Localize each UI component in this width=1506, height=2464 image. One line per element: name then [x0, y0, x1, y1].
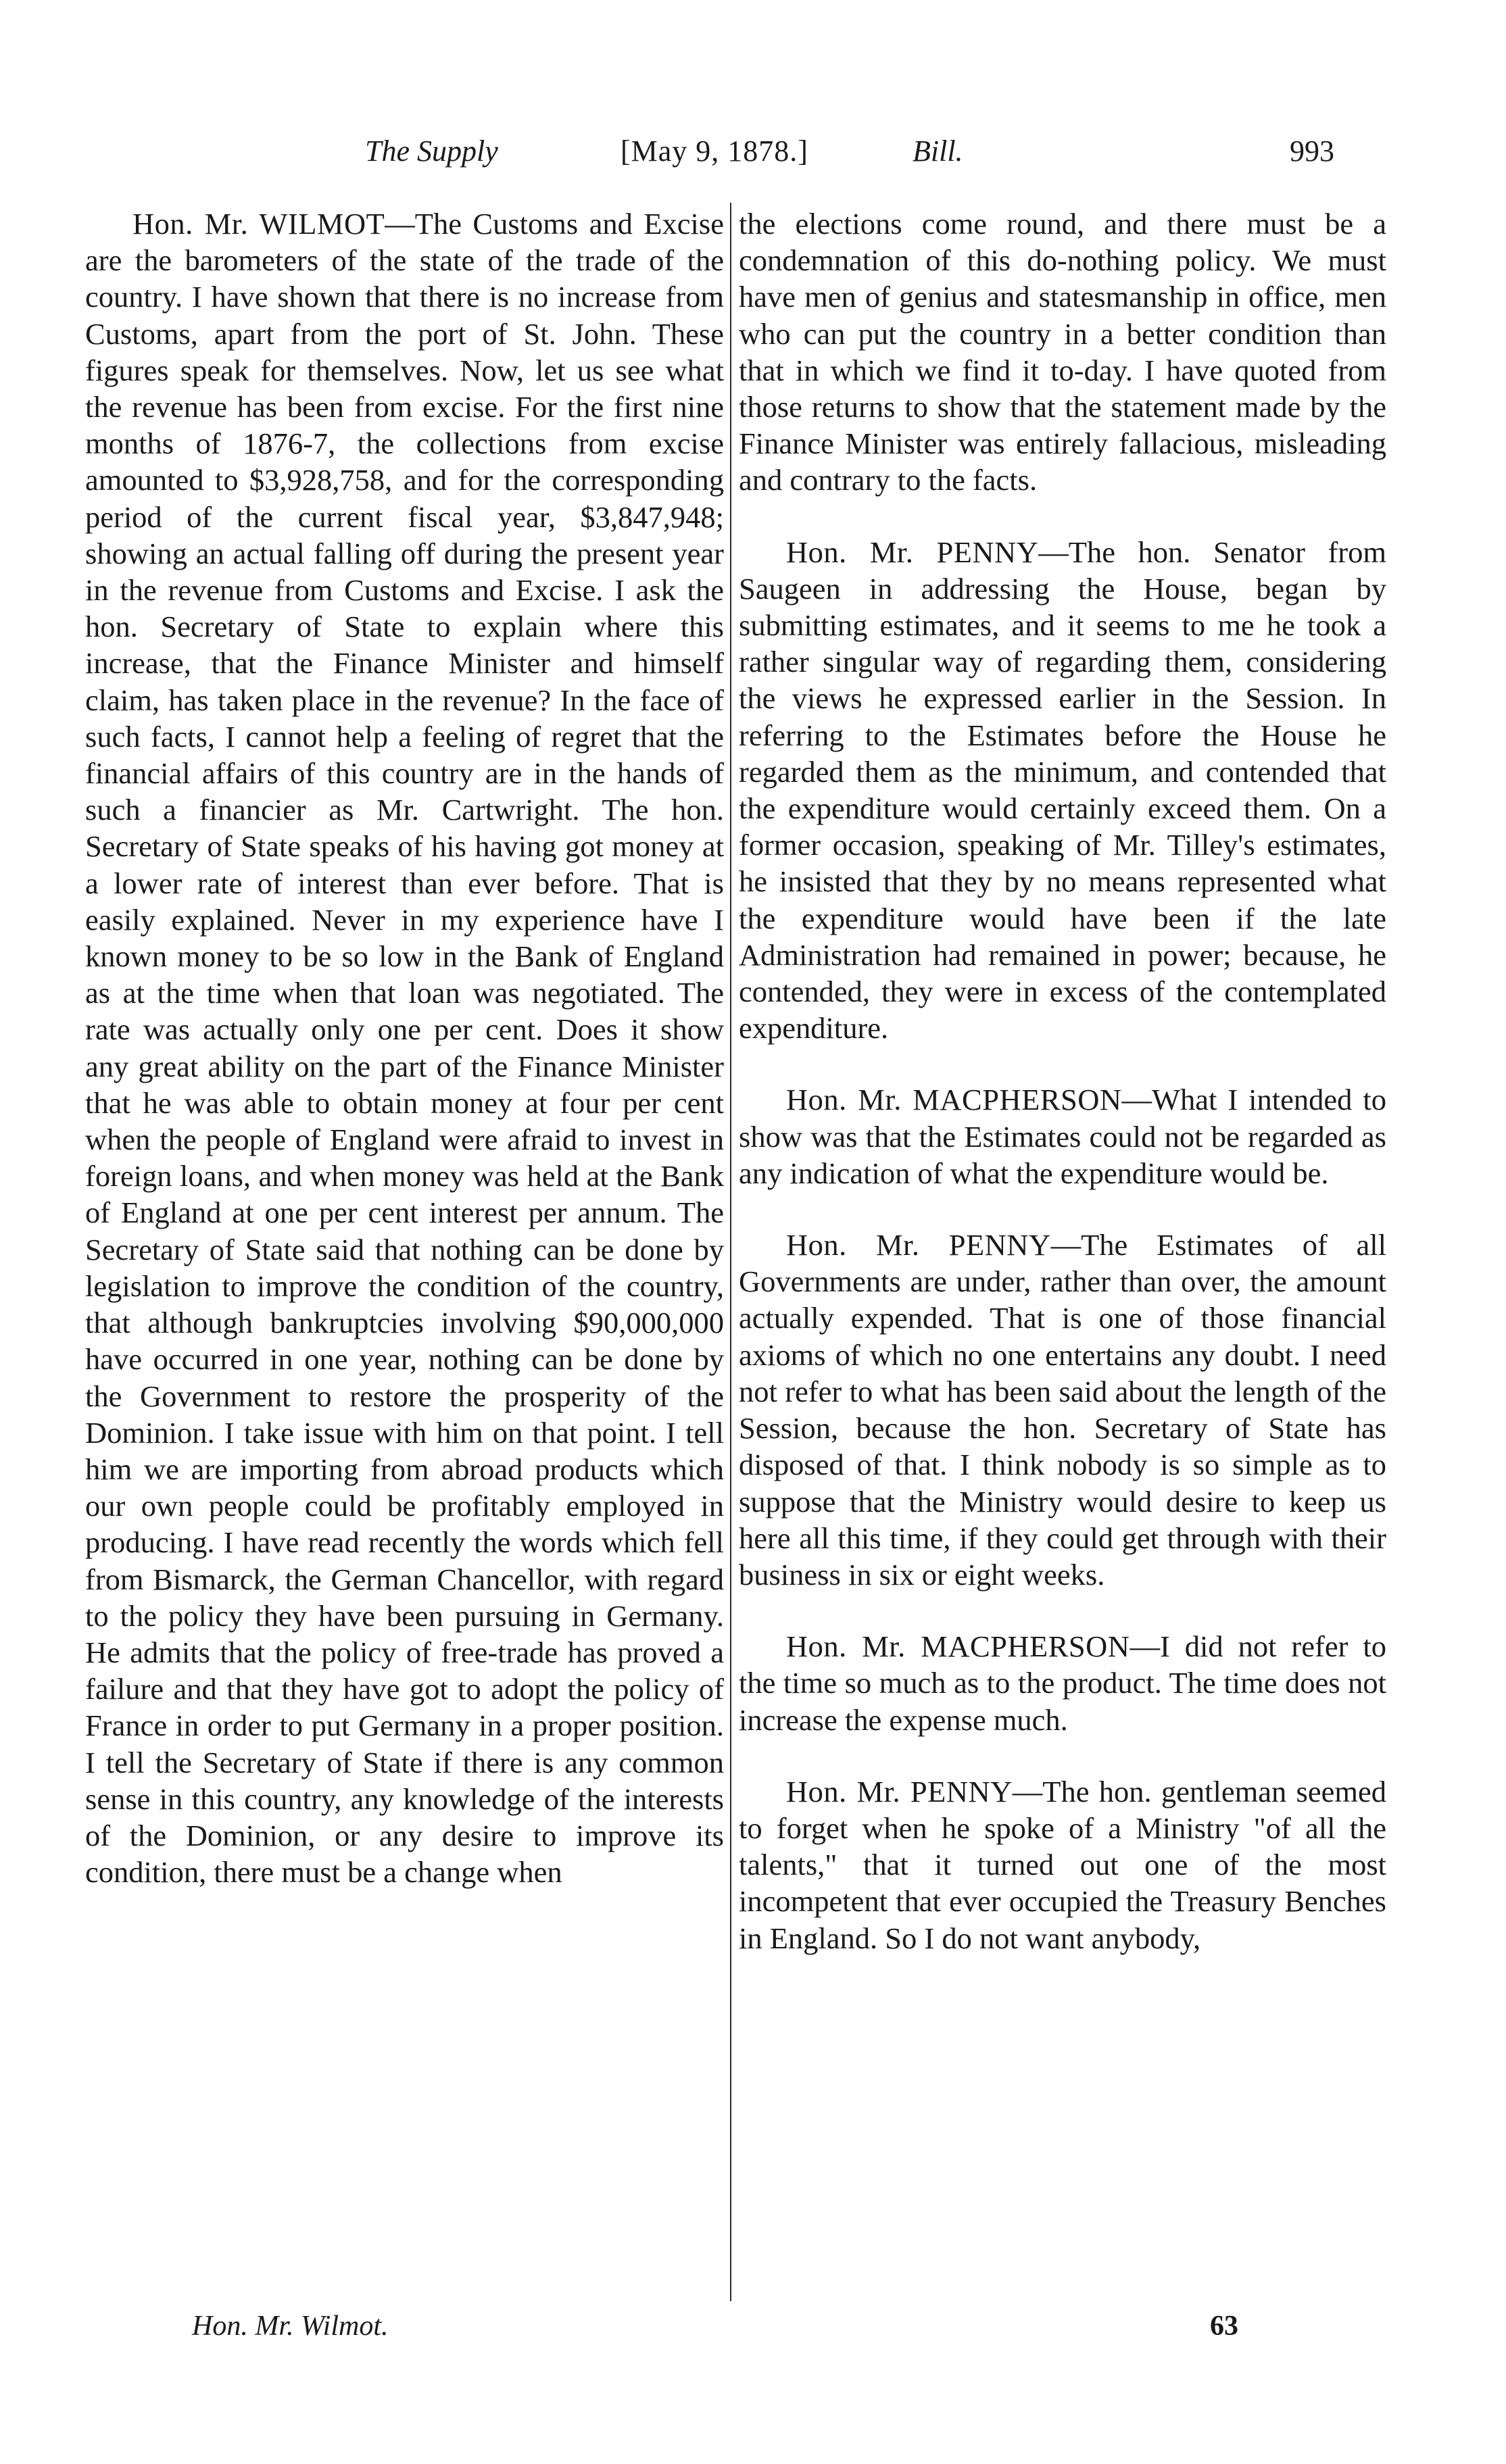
speech-paragraph	[739, 1773, 1386, 1956]
speech-text: —The hon. Senator from Saugeen in addressing the House, began by submitting estimates, and it seems to me he took a rather singular way of regarding them, considering the views he expressed earlier in the Session. In referring to the Estimates before the House he regarded them as the minimum, and contended that the expenditure would certainly exceed them. On a former occasion, speaking of Mr. Tilley's estimates, he insisted that they by no means represented what the expenditure would have been if the late Administration had remained in power; because, he contended, they were in excess of the contemplated expenditure.	[739, 535, 1386, 1045]
speech-text: —The Estimates of all Governments are under, rather than over, the amount actually expended. That is one of those financial axioms of which no one entertains any doubt. I need not refer to what has been said about the length of the Session, because the hon. Secretary of State has disposed of that. I think nobody is so simple as to suppose that the Ministry would desire to keep us here all this time, if they could get through with their business in six or eight weeks.	[739, 1228, 1386, 1592]
speaker-name: Hon. Mr. MACPHERSON	[786, 1629, 1130, 1664]
speech-text: the elections come round, and there must be a condemnation of this do-nothing policy. We must have men of genius and statesmanship in office, men who can put the country in a better condition than that in which we find it to-day. I have quoted from those returns to show that the statement made by the Finance Minister was entirely fallacious, misleading and contrary to the facts.	[739, 207, 1386, 497]
header-date: [May 9, 1878.]	[621, 134, 808, 168]
speech-paragraph-continued	[739, 205, 1386, 499]
speaker-name: Hon. Mr. PENNY	[786, 535, 1039, 569]
left-column	[85, 205, 724, 1890]
page-number: 993	[1290, 134, 1334, 168]
speech-text: —The hon. gentleman seemed to forget when he spoke of a Ministry "of all the talents," that it turned out one of the most incompetent that ever occupied the Treasury Benches in England. So I do not want anybody,	[739, 1774, 1386, 1955]
speaker-name: Hon. Mr. MACPHERSON	[786, 1083, 1122, 1117]
right-column	[739, 205, 1386, 1956]
signature-mark: 63	[1210, 2311, 1238, 2342]
speech-paragraph	[739, 1081, 1386, 1191]
running-header	[0, 134, 1506, 174]
speech-paragraph	[739, 1227, 1386, 1593]
speaker-name: Hon. Mr. PENNY	[786, 1228, 1051, 1262]
header-title-right: Bill.	[913, 134, 963, 168]
column-divider	[730, 203, 731, 2301]
speech-text: —I did not refer to the time so much as to the product. The time does not increase the expense much.	[739, 1629, 1386, 1737]
speech-paragraph	[739, 534, 1386, 1047]
speaker-name: Hon. Mr. WILMOT	[132, 207, 385, 241]
speech-paragraph	[85, 205, 724, 1890]
catchword: Hon. Mr. Wilmot.	[192, 2311, 389, 2342]
speech-paragraph	[739, 1628, 1386, 1738]
speech-text: —What I intended to show was that the Estimates could not be regarded as any indication of what the expenditure would be.	[739, 1083, 1386, 1190]
speaker-name: Hon. Mr. PENNY	[786, 1774, 1013, 1808]
speech-text: —The Customs and Excise are the barometers of the state of the trade of the country. I have shown that there is no increase from Customs, apart from the port of St. John. These figures speak for themselves. Now, let us see what the revenue has been from excise. For the first nine months of 1876-7, the collections from excise amounted to $3,928,758, and for the corresponding period of the current fiscal year, $3,847,948; showing an actual falling off during the present year in the revenue from Customs and Excise. I ask the hon. Secretary of State to explain where this increase, that the Finance Minister and himself claim, has taken place in the revenue? In the face of such facts, I cannot help a feeling of regret that the financial affairs of this country are in the hands of such a financier as Mr. Cartwright. The hon. Secretary of State speaks of his having got money at a lower rate of interest than ever before. That is easily explained. Never in my experience have I known money to be so low in the Bank of England as at the time when that loan was negotiated. The rate was actually only one per cent. Does it show any great ability on the part of the Finance Minister that he was able to obtain money at four per cent when the people of England were afraid to invest in foreign loans, and when money was held at the Bank of England at one per cent interest per annum. The Secretary of State said that nothing can be done by legislation to improve the condition of the country, that although bankruptcies involving $90,000,000 have occurred in one year, nothing can be done by the Government to restore the prosperity of the Dominion. I take issue with him on that point. I tell him we are importing from abroad products which our own people could be profitably employed in producing. I have read recently the words which fell from Bismarck, the German Chancellor, with regard to the policy they have been pursuing in Germany. He admits that the policy of free-trade has proved a failure and that they have got to adopt the policy of France in order to put Germany in a proper position. I tell the Secretary of State if there is any common sense in this country, any knowledge of the interests of the Dominion, or any desire to improve its condition, there must be a change when	[85, 207, 724, 1890]
header-title-left: The Supply	[365, 134, 498, 168]
